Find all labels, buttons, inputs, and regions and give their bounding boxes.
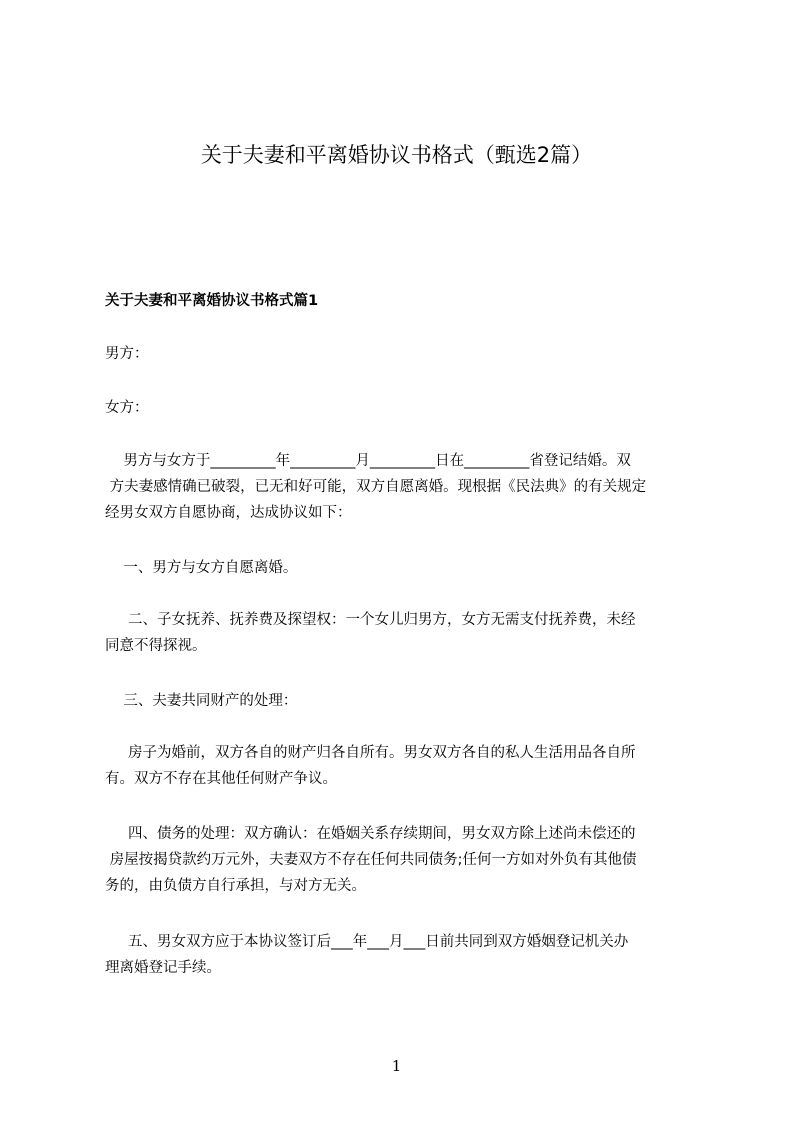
clause-5 [105, 929, 703, 981]
page-number: 1 [391, 1057, 402, 1075]
intro-line: 方夫妻感情确已破裂，已无和好可能，双方自愿离婚。现根据《民法典》的有关规定 [105, 479, 647, 495]
clause-2 [105, 607, 703, 659]
clause-4-line: 务的，由负债方自行承担，与对方无关。 [105, 878, 366, 894]
section-heading: 关于夫妻和平离婚协议书格式篇1 [105, 293, 319, 309]
clause-5-line: 五、男女双方应于本协议签订后___年___月___日前共同到双方婚姻登记机关办 [105, 934, 629, 950]
intro-paragraph [105, 448, 703, 526]
clause-4-line: 四、债务的处理：双方确认：在婚姻关系存续期间，男女双方除上述尚未偿还的 [105, 826, 636, 842]
clause-4 [105, 821, 703, 899]
clause-4-line: 房屋按揭贷款约万元外，夫妻双方不存在任何共同债务;任何一方如对外负有其他债 [105, 852, 637, 868]
intro-line: 男方与女方于_________年_________月_________日在_________省登记结婚。双 [105, 453, 631, 469]
clause-2-line: 同意不得探视。 [105, 638, 207, 654]
clause-5-line: 理离婚登记手续。 [105, 960, 221, 976]
intro-line: 经男女双方自愿协商，达成协议如下： [105, 505, 352, 521]
woman-label: 女方： [105, 400, 149, 416]
property-line: 房子为婚前，双方各自的财产归各自所有。男女双方各自的私人生活用品各自所 [105, 745, 636, 761]
property-paragraph [105, 740, 703, 792]
clause-3: 三、夫妻共同财产的处理： [105, 693, 298, 709]
property-line: 有。双方不存在其他任何财产争议。 [105, 771, 337, 787]
document-title: 关于夫妻和平离婚协议书格式（甄选2篇） [200, 143, 593, 167]
clause-1: 一、男方与女方自愿离婚。 [105, 560, 298, 576]
clause-2-line: 二、子女抚养、抚养费及探望权：一个女儿归男方，女方无需支付抚养费，未经 [105, 612, 636, 628]
man-label: 男方： [105, 346, 149, 362]
